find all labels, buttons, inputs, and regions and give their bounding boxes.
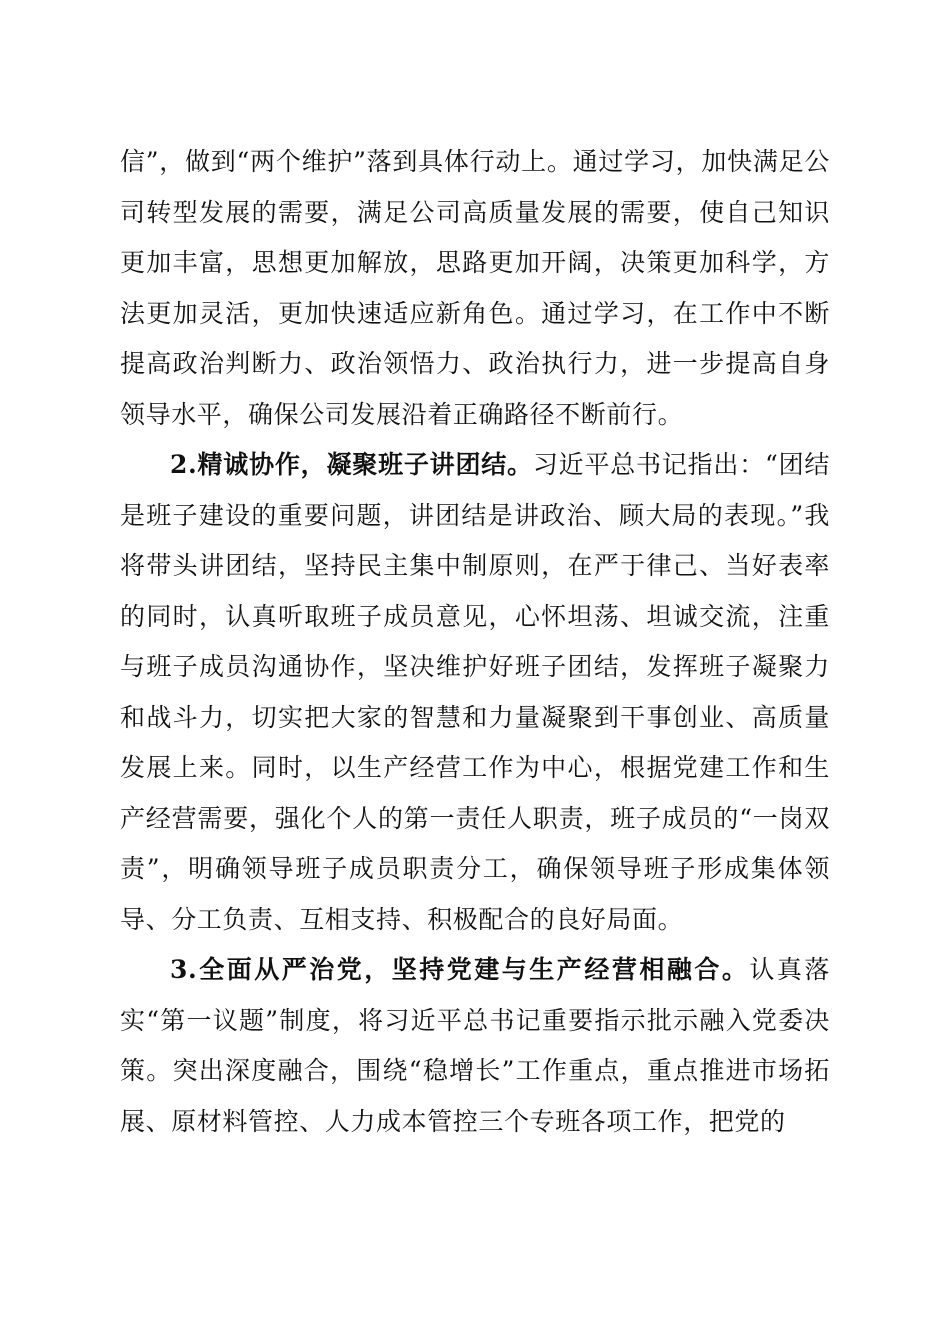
paragraph-continuation xyxy=(120,137,830,440)
paragraph-party-governance xyxy=(120,945,830,1147)
paragraph-body: 习近平总书记指出：“团结是班子建设的重要问题，讲团结是讲政治、顾大局的表现。”我将带头讲团结，坚持民主集中制原则，在严于律己、当好表率的同时，认真听取班子成员意见，心怀坦荡、坦诚交流，注重与班子成员沟通协作，坚决维护好班子团结，发挥班子凝聚力和战斗力，切实把大家的智慧和力量凝聚到干事创业、高质量发展上来。同时，以生产经营工作为中心，根据党建工作和生产经营需要，强化个人的第一责任人职责，班子成员的“一岗双责”，明确领导班子成员职责分工，确保领导班子形成集体领导、分工负责、互相支持、积极配合的良好局面。 xyxy=(120,450,830,934)
paragraph-unity xyxy=(120,440,830,945)
paragraph-heading: 3.全面从严治党，坚持党建与生产经营相融合。 xyxy=(170,955,750,984)
document-page xyxy=(120,137,830,1147)
paragraph-body: 信”，做到“两个维护”落到具体行动上。通过学习，加快满足公司转型发展的需要，满足公司高质量发展的需要，使自己知识更加丰富，思想更加解放，思路更加开阔，决策更加科学，方法更加灵活，更加快速适应新角色。通过学习，在工作中不断提高政治判断力、政治领悟力、政治执行力，进一步提高自身领导水平，确保公司发展沿着正确路径不断前行。 xyxy=(120,147,830,429)
paragraph-body: 认真落实“第一议题”制度，将习近平总书记重要指示批示融入党委决策。突出深度融合，围绕“稳增长”工作重点，重点推进市场拓展、原材料管控、人力成本管控三个专班各项工作，把党的 xyxy=(120,955,830,1136)
paragraph-heading: 2.精诚协作，凝聚班子讲团结。 xyxy=(170,450,533,479)
